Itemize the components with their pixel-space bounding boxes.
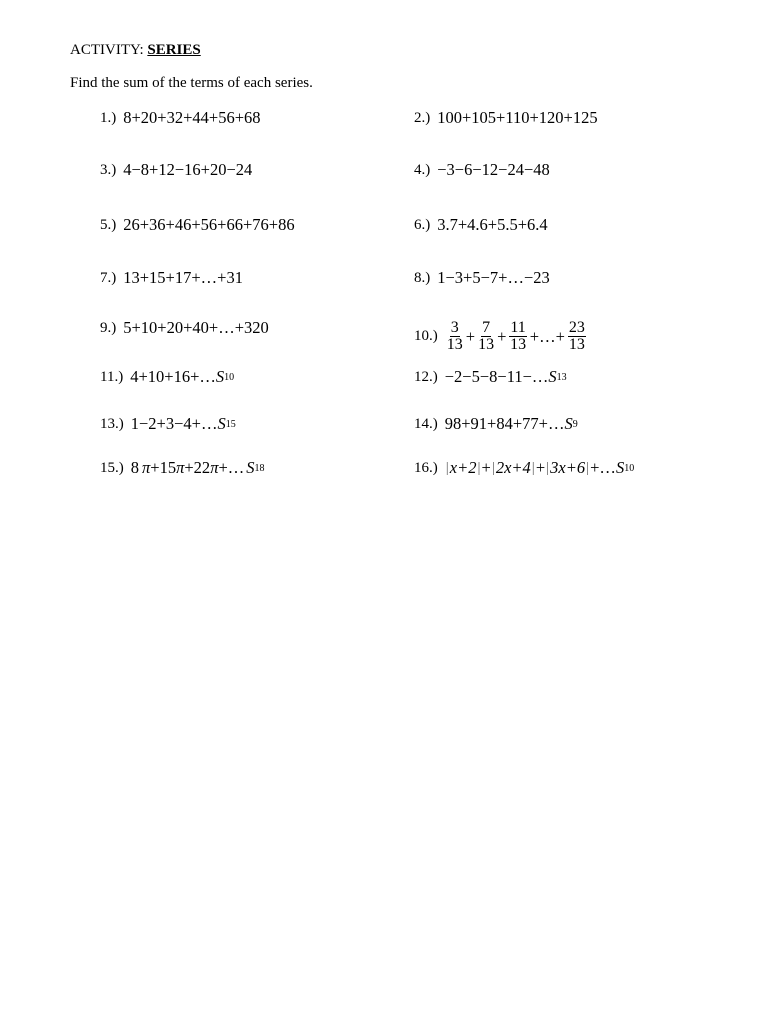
problem-number: 11.) (100, 368, 124, 385)
fraction-numerator: 23 (568, 319, 585, 336)
fraction-numerator: 7 (482, 319, 491, 336)
pi-symbol: π (176, 458, 185, 477)
problem-number: 16.) (414, 459, 438, 476)
problem-number: 7.) (100, 269, 117, 286)
problem-16 (414, 458, 634, 478)
problem-1 (100, 108, 261, 128)
partial-sum-index: 18 (254, 462, 265, 474)
partial-sum-index: 10 (224, 371, 235, 383)
problem-14 (414, 414, 578, 434)
fraction-denominator: 13 (478, 336, 495, 353)
problem-number: 13.) (100, 415, 124, 432)
problem-number: 14.) (414, 415, 438, 432)
operator: + (497, 326, 507, 346)
problem-2 (414, 108, 598, 128)
partial-sum-symbol: S (217, 414, 226, 433)
problem-13 (100, 414, 236, 434)
activity-heading (70, 42, 201, 59)
problem-number: 1.) (100, 109, 117, 126)
fraction-denominator: 13 (510, 336, 527, 353)
series-expression: 3.7+4.6+5.5+6.4 (437, 215, 548, 234)
instruction-text: Find the sum of the terms of each series. (70, 75, 313, 91)
pi-symbol: π (142, 458, 151, 477)
operator: + (535, 458, 546, 477)
partial-sum-index: 9 (572, 418, 578, 430)
series-expression: 13+15+17+…+31 (123, 268, 243, 287)
series-terms: −2−5−8−11−… (444, 367, 549, 386)
series-expression: 4−8+12−16+20−24 (123, 160, 253, 179)
fraction-term (568, 320, 586, 353)
problem-number: 15.) (100, 459, 124, 476)
abs-bar: | (586, 459, 590, 476)
series-terms: 98+91+84+77+… (444, 414, 565, 433)
series-expression: −3−6−12−24−48 (437, 160, 550, 179)
fraction-denominator: 13 (446, 336, 463, 353)
partial-sum-symbol: S (548, 367, 557, 386)
fraction-numerator: 3 (450, 319, 459, 336)
activity-prefix: ACTIVITY: (70, 42, 148, 58)
problem-number: 10.) (414, 328, 438, 344)
abs-term: 3x+6 (550, 458, 586, 477)
problem-10 (414, 320, 588, 353)
problem-12 (414, 367, 567, 387)
abs-term: 2x+4 (495, 458, 531, 477)
coefficient: 8 (130, 458, 139, 477)
problem-number: 9.) (100, 319, 117, 336)
operator: +…+ (529, 326, 565, 346)
term: +… (218, 458, 245, 477)
activity-title: SERIES (147, 42, 201, 58)
problem-7 (100, 268, 243, 288)
series-expression (445, 458, 634, 478)
series-expression: 100+105+110+120+125 (437, 108, 598, 127)
partial-sum-symbol: S (564, 414, 573, 433)
problem-4 (414, 160, 550, 180)
problem-5 (100, 215, 295, 235)
problem-6 (414, 215, 548, 235)
operator: + (481, 458, 491, 477)
series-terms: 4+10+16+… (130, 367, 216, 386)
partial-sum-index: 15 (225, 418, 236, 430)
problem-number: 2.) (414, 109, 431, 126)
series-expression: 5+10+20+40+…+320 (123, 318, 269, 337)
series-expression (445, 367, 567, 387)
problem-9 (100, 318, 269, 338)
problem-number: 3.) (100, 161, 117, 178)
partial-sum-symbol: S (246, 458, 255, 477)
fraction-term (447, 320, 463, 353)
pi-symbol: π (210, 458, 219, 477)
term: +15 (150, 458, 177, 477)
series-expression (131, 414, 236, 434)
abs-bar: | (491, 459, 495, 476)
abs-bar: | (531, 459, 535, 476)
problem-number: 12.) (414, 368, 438, 385)
abs-bar: | (477, 459, 481, 476)
series-expression (445, 414, 578, 434)
series-expression (130, 367, 234, 387)
fraction-series-expression (445, 320, 588, 353)
fraction-denominator: 13 (568, 336, 585, 353)
series-expression: 1−3+5−7+…−23 (437, 268, 550, 287)
problem-number: 6.) (414, 216, 431, 233)
problem-number: 5.) (100, 216, 117, 233)
series-tail: +… (590, 458, 616, 477)
abs-term: x+2 (449, 458, 477, 477)
partial-sum-symbol: S (615, 458, 625, 477)
problem-3 (100, 160, 252, 180)
fraction-term (509, 320, 526, 353)
problem-11 (100, 367, 234, 387)
series-expression: 26+36+46+56+66+76+86 (123, 215, 295, 234)
term: +22 (184, 458, 211, 477)
operator: + (465, 326, 476, 346)
abs-bar: | (445, 459, 449, 476)
abs-bar: | (546, 459, 550, 476)
problem-15 (100, 458, 265, 478)
fraction-term (478, 320, 494, 353)
series-expression: 8+20+32+44+56+68 (123, 108, 261, 127)
problem-8 (414, 268, 550, 288)
partial-sum-index: 10 (624, 462, 635, 474)
problem-number: 4.) (414, 161, 431, 178)
series-expression (131, 458, 265, 478)
partial-sum-index: 13 (556, 371, 567, 383)
fraction-numerator: 11 (510, 319, 526, 336)
problem-number: 8.) (414, 269, 431, 286)
partial-sum-symbol: S (215, 367, 225, 386)
series-terms: 1−2+3−4+… (130, 414, 218, 433)
